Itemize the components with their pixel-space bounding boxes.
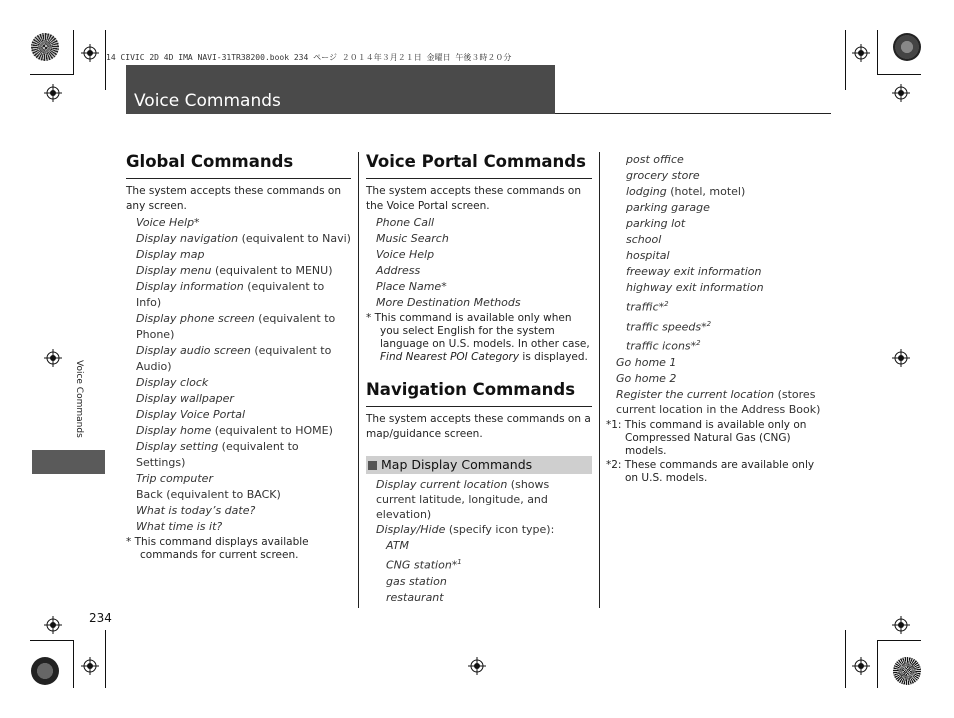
- footnote-ref: 1: [457, 558, 462, 566]
- heading-rule: [366, 406, 592, 407]
- command-text: Display setting: [136, 440, 219, 453]
- list-item: [606, 280, 828, 296]
- registration-mark-icon: [81, 657, 99, 675]
- list-item: Go home 1: [616, 355, 677, 369]
- note-text: * This command is available only when you select English for the system language on U.S. models. In other case,: [366, 312, 590, 350]
- command-desc: ): [328, 424, 333, 437]
- list-item: [606, 168, 828, 184]
- command-text: Display clock: [136, 376, 209, 389]
- list-item: gas station: [386, 574, 447, 588]
- list-item: Address: [376, 264, 421, 277]
- command-text: school: [626, 233, 662, 246]
- registration-mark-icon: [44, 616, 62, 634]
- command-text: Voice Help*: [136, 216, 200, 229]
- key-label: HOME: [295, 424, 329, 437]
- list-item: [126, 487, 351, 503]
- icon-type-list: [366, 538, 592, 606]
- list-item: [606, 184, 828, 200]
- command-text: post office: [626, 153, 684, 166]
- crop-mark: [877, 640, 878, 688]
- file-header: 14 CIVIC 2D 4D IMA NAVI-31TR38200.book 234 ページ ２０１４年３月２１日 金曜日 午後３時２０分: [106, 53, 512, 62]
- list-item: ATM: [386, 539, 409, 552]
- command-desc: (shows current latitude, longitude, and elevation): [376, 478, 550, 521]
- registration-mark-icon: [892, 616, 910, 634]
- command-desc: (specify icon type):: [445, 523, 555, 536]
- list-item: [606, 232, 828, 248]
- global-commands-heading: Global Commands: [126, 152, 294, 171]
- command-text: hospital: [626, 249, 670, 262]
- list-item: restaurant: [386, 590, 444, 604]
- voice-portal-intro: The system accepts these commands on the Voice Portal screen.: [366, 185, 581, 212]
- command-text: traffic*: [626, 300, 665, 314]
- command-text: Display phone screen: [136, 312, 255, 325]
- global-commands-note: * This command displays available commands for current screen.: [126, 536, 309, 561]
- command-text: What is today’s date?: [136, 504, 256, 517]
- footnote-ref: 2: [664, 300, 669, 308]
- key-label: Phone: [136, 328, 171, 341]
- list-item: CNG station*$^1$: [386, 558, 462, 572]
- list-item: Voice Help: [376, 248, 435, 261]
- command-desc: (equivalent to: [211, 424, 296, 437]
- command-text: Display wallpaper: [136, 392, 234, 405]
- list-item: [126, 439, 351, 471]
- page-number: 234: [89, 611, 112, 625]
- navigation-commands-heading: Navigation Commands: [366, 380, 576, 399]
- color-rosette-icon: [893, 657, 921, 685]
- command-desc: ): [276, 488, 281, 501]
- list-item: [126, 343, 351, 375]
- command-text: Register the current location: [616, 387, 775, 401]
- command-desc: ): [167, 360, 172, 373]
- list-item: [126, 247, 351, 263]
- list-item: Music Search: [376, 232, 449, 245]
- list-item: [606, 296, 828, 316]
- list-item: [126, 375, 351, 391]
- crop-mark: [877, 74, 921, 75]
- icon-type-list: [606, 152, 828, 355]
- command-desc: (equivalent to: [211, 264, 296, 277]
- color-rosette-icon: [31, 33, 59, 61]
- key-label: Info: [136, 296, 157, 309]
- navigation-commands-intro: The system accepts these commands on a map/guidance screen.: [366, 413, 591, 440]
- list-item: [366, 522, 592, 538]
- command-text: parking garage: [626, 201, 710, 214]
- command-desc: ): [170, 328, 175, 341]
- command-text: traffic icons*: [626, 339, 697, 353]
- list-item: [126, 279, 351, 311]
- heading-rule: [126, 178, 351, 179]
- command-desc: ): [328, 264, 333, 277]
- voice-portal-note: [366, 312, 592, 364]
- registration-mark-icon: [892, 349, 910, 367]
- list-item: More Destination Methods: [376, 296, 521, 309]
- command-text: What time is it?: [136, 520, 223, 533]
- list-item: [606, 264, 828, 280]
- key-label: Audio: [136, 360, 168, 373]
- command-text: Trip computer: [136, 472, 213, 485]
- note-text: is displayed.: [519, 351, 588, 363]
- command-text: Display navigation: [136, 232, 239, 245]
- command-text: Display Voice Portal: [136, 408, 246, 421]
- command-desc: (equivalent to: [254, 312, 336, 325]
- list-item: Place Name*: [376, 280, 447, 293]
- crop-mark: [30, 640, 74, 641]
- command-desc: (hotel, motel): [666, 185, 746, 198]
- list-item: [126, 231, 351, 247]
- section-title: Voice Commands: [134, 91, 281, 111]
- command-text: Display current location: [376, 478, 508, 491]
- crop-mark: [845, 630, 846, 688]
- registration-mark-icon: [892, 84, 910, 102]
- registration-mark-icon: [81, 44, 99, 62]
- list-item: [126, 471, 351, 487]
- command-desc: (stores current location in the: [616, 387, 816, 416]
- column-divider: [358, 152, 359, 608]
- column-divider: [599, 152, 600, 608]
- command-desc: (equivalent to: [250, 344, 332, 357]
- command-desc: (equivalent to: [243, 280, 325, 293]
- list-item: [126, 519, 351, 535]
- side-section-label: Voice Commands: [74, 360, 84, 438]
- crop-mark: [73, 30, 74, 75]
- global-commands-section: [126, 152, 351, 562]
- command-text: lodging: [626, 185, 667, 198]
- crop-mark: [73, 640, 74, 688]
- command-text: Display information: [136, 280, 244, 293]
- command-text: Display menu: [136, 264, 212, 277]
- voice-portal-list: [366, 215, 592, 311]
- command-text: Back: [136, 488, 163, 501]
- command-desc: (equivalent to: [218, 440, 299, 453]
- list-item: Go home 2: [616, 371, 677, 385]
- registration-mark-icon: [852, 657, 870, 675]
- heading-rule: [366, 178, 592, 179]
- list-item: [366, 477, 592, 522]
- icon-types-continued-section: [606, 152, 828, 485]
- list-item: [126, 503, 351, 519]
- command-desc: (equivalent to: [238, 232, 323, 245]
- key-label: Address Book: [741, 402, 817, 416]
- list-item: [606, 335, 828, 355]
- global-commands-list: [126, 215, 351, 535]
- key-label: BACK: [246, 488, 277, 501]
- list-item: [606, 152, 828, 168]
- footnote-1: *1: This command is available only on Compressed Natural Gas (CNG) models.: [606, 418, 807, 457]
- command-text: freeway exit information: [626, 265, 762, 278]
- title-rule: [555, 113, 831, 114]
- subheading-text: Map Display Commands: [381, 457, 533, 472]
- command-text: grocery store: [626, 169, 700, 182]
- list-item: [126, 215, 351, 231]
- list-item: [606, 248, 828, 264]
- color-rosette-icon: [31, 657, 59, 685]
- crop-mark: [105, 630, 106, 688]
- key-label: Settings: [136, 456, 182, 469]
- list-item: [126, 423, 351, 439]
- command-text: Display audio screen: [136, 344, 251, 357]
- registration-mark-icon: [44, 84, 62, 102]
- command-text: traffic speeds*: [626, 320, 707, 334]
- footnote-ref: 2: [706, 319, 712, 328]
- command-text: highway exit information: [626, 281, 764, 294]
- list-item: Phone Call: [376, 216, 435, 229]
- side-tab: [32, 450, 105, 474]
- key-label: MENU: [295, 264, 329, 277]
- color-rosette-icon: [893, 33, 921, 61]
- list-item: [126, 407, 351, 423]
- registration-mark-icon: [468, 657, 486, 675]
- command-desc: ): [346, 232, 351, 245]
- command-desc: ): [816, 402, 821, 416]
- square-bullet-icon: [368, 461, 377, 470]
- note-italic-text: Find Nearest POI Category: [380, 351, 520, 363]
- map-display-subheading: [366, 456, 592, 474]
- voice-portal-heading: Voice Portal Commands: [366, 152, 586, 171]
- command-desc: ): [181, 456, 186, 469]
- list-item: [606, 387, 828, 417]
- crop-mark: [877, 640, 921, 641]
- voice-portal-section: [366, 152, 592, 606]
- section-title-bar: [126, 65, 555, 114]
- command-text: Display/Hide: [376, 523, 446, 536]
- list-item: [606, 316, 828, 336]
- crop-mark: [845, 30, 846, 90]
- global-commands-intro: The system accepts these commands on any screen.: [126, 185, 341, 212]
- list-item: [606, 200, 828, 216]
- key-label: Navi: [322, 232, 347, 245]
- command-text: Display home: [136, 424, 212, 437]
- command-text: Display map: [136, 248, 205, 261]
- list-item: [126, 311, 351, 343]
- command-desc: (equivalent to: [162, 488, 247, 501]
- crop-mark: [877, 30, 878, 75]
- command-desc: ): [156, 296, 162, 309]
- list-item: [606, 216, 828, 232]
- list-item: [126, 263, 351, 279]
- crop-mark: [30, 74, 74, 75]
- footnote-2: *2: These commands are available only on U.S. models.: [606, 458, 815, 484]
- registration-mark-icon: [44, 349, 62, 367]
- list-item: [126, 391, 351, 407]
- footnote-ref: 2: [696, 339, 701, 348]
- registration-mark-icon: [852, 44, 870, 62]
- command-text: parking lot: [626, 217, 686, 230]
